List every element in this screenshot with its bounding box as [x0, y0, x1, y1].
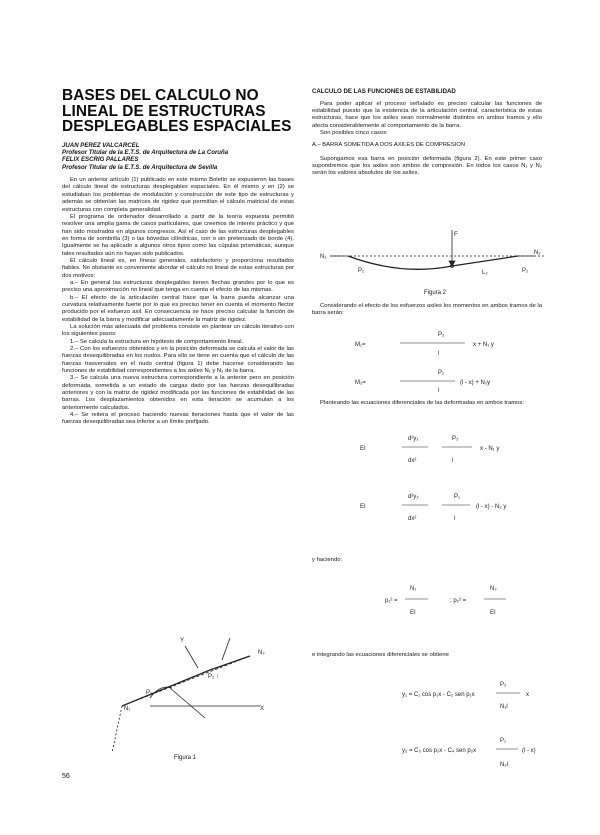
svg-text:EI: EI: [410, 610, 416, 616]
svg-text:N₂: N₂: [490, 586, 497, 592]
svg-text:P₂: P₂: [522, 268, 529, 274]
left-body: [62, 177, 294, 427]
svg-text:M₁=: M₁=: [355, 342, 366, 348]
svg-text:(l - x): (l - x): [522, 748, 536, 754]
svg-text:(l - x) - N₂ y: (l - x) - N₂ y: [476, 504, 507, 510]
author-name: JUAN PEREZ VALCARCEL: [62, 141, 140, 149]
paragraph: 4.– Se reitera el proceso haciendo nuevas iteraciones hasta que el valor de las fuerzas desequilibradas sea inferior a un límite prefijado.: [62, 412, 294, 426]
paragraph: El cálculo lineal es, en líneas generales, satisfactorio y proporciona resultados fiables. No obstante es conveniente abordar el cálculo no lineal de estas estructuras por dos motivos:: [62, 257, 294, 279]
svg-text:x + N₁ y: x + N₁ y: [473, 342, 494, 348]
svg-text:N₁l: N₁l: [500, 704, 508, 710]
svg-text:y₂ = C₃ cos p₂x - C₄ sen p₂x: y₂ = C₃ cos p₂x - C₄ sen p₂x: [402, 748, 477, 754]
svg-text:X: X: [260, 706, 265, 712]
author-affiliation: Profesor Titular de la E.T.S. de Arquitectura de La Coruña: [62, 148, 229, 156]
svg-text:N₂: N₂: [534, 250, 541, 256]
svg-text:Y: Y: [180, 638, 185, 644]
svg-text:x: x: [526, 692, 529, 698]
svg-text:l: l: [438, 351, 440, 357]
paragraph: 1.– Se calcula la estructura en hipótesis de comportamiento lineal.: [70, 338, 244, 345]
left-column: [62, 88, 294, 427]
svg-text:dx²: dx²: [408, 516, 417, 522]
svg-text:N₂l: N₂l: [500, 762, 508, 768]
differential-equations: [330, 432, 530, 532]
svg-text:P₁: P₁: [454, 494, 461, 500]
svg-text:P₂: P₂: [452, 436, 459, 442]
svg-text:l: l: [438, 388, 440, 392]
paragraph: 2.– Con los esfuerzos obtenidos y en la posición deformada se calcula el valor de las fuerzas desequilibradas en los nudos. Para ello se tiene en cuenta que el cálculo de las fuerzas trasversales en el nudo central (figura 1) debe hacerse considerando las funciones de estabilidad correspondientes a los axiles N₁ y N₂ de la barra.: [62, 346, 294, 375]
page-number: 56: [62, 773, 70, 780]
svg-text:P₁: P₁: [146, 690, 153, 696]
svg-text:l: l: [454, 516, 456, 522]
paragraph: a.– En general las estructuras desplegables tienen flechas grandes por lo que es preciso una aproximación no lineal que tenga en cuenta el efecto de las mismas.: [62, 279, 294, 294]
article-title: BASES DEL CALCULO NO LINEAL DE ESTRUCTURAS DESPLEGABLES ESPACIALES: [62, 87, 292, 135]
paragraph: Son posibles cinco casos:: [320, 129, 388, 136]
author-name: FELIX ESCRIG PALLARES: [62, 156, 139, 164]
svg-text:p₁² =: p₁² =: [385, 598, 398, 604]
svg-text:P₁: P₁: [358, 268, 365, 274]
svg-text:N₁: N₁: [320, 254, 327, 260]
right-column: [312, 88, 542, 178]
svg-text:d²y₂: d²y₂: [408, 494, 419, 500]
svg-text:L₂: L₂: [482, 270, 488, 276]
svg-text:; p₂² =: ; p₂² =: [450, 598, 467, 604]
paragraph: La solución más adecuada del problema consiste en plantear un cálculo iterativo con los siguientes pasos:: [62, 324, 294, 338]
paragraph: Planteando las ecuaciones diferenciales de las deformadas en ambos tramos:: [320, 400, 525, 406]
figure-1: [110, 628, 280, 758]
paragraph: y haciendo:: [312, 557, 343, 563]
paragraph: 3.– Se calcula una nueva estructura correspondiente a la anterior pero en posición deformada, sometida a un estado de cargas dado por las fuerzas desequilibradas anteriores y con la matriz de rigidez modificada por las funciones de estabilidad de las barras. Los desplazamientos obtenidos en esta iteración se acumulan a los anteriormente calculados.: [62, 375, 294, 411]
svg-text:P₂ ↑: P₂ ↑: [208, 674, 219, 680]
authors: [62, 142, 294, 172]
subsection-heading: A.– BARRA SOMETIDA A DOS AXILES DE COMPRESION: [312, 142, 466, 149]
svg-text:N₁: N₁: [410, 586, 417, 592]
paragraph: b.– El efecto de la articulación central hace que la barra pueda alcanzar una curvatura relativamente fuerte por lo que es preciso tener en cuenta el momento flector producido por el esfuerzo axil. En consecuencia se hace preciso calcular la función de estabilidad de la barra y modificar adecuadamente la matriz de rigidez.: [62, 294, 294, 323]
svg-text:l: l: [452, 458, 454, 464]
paragraph: Para poder aplicar el proceso señalado es preciso calcular las funciones de estabilidad puesto que la existencia de la articulación central, característica de estas estructuras, hace que los axiles sean normalmente distintos en ambos tramos y ello afecta considerablemente al comportamiento de la barra.: [312, 100, 542, 129]
moment-equations: [340, 326, 520, 392]
paragraph: El programa de ordenador desarrollado a partir de la teoría expuesta permitió resolver una amplia gama de casos particulares, que creemos de interés práctico y que han sido mostrados en algunos congresos. Así el caso de las estructuras desplegables en forma de sombrilla (3) o las bóvedas cilíndricas, con o sin pretensado de borde (4). Igualmente se ha aplicado a algunos otros tipos como las cúpulas prismáticas, aunque tales resultados aún no hayan sido publicados.: [62, 213, 294, 257]
svg-text:x - N₁ y: x - N₁ y: [480, 446, 500, 452]
svg-text:P₂: P₂: [438, 332, 445, 338]
svg-text:F: F: [454, 232, 458, 238]
svg-text:P₁: P₁: [438, 370, 445, 376]
svg-text:EI: EI: [490, 610, 496, 616]
svg-text:N₂: N₂: [258, 650, 265, 656]
svg-text:d²y₁: d²y₁: [408, 436, 419, 442]
svg-text:EI: EI: [360, 446, 366, 452]
svg-text:M₂=: M₂=: [355, 380, 366, 386]
figure-2-caption: Figura 2: [424, 290, 447, 296]
section-heading: CALCULO DE LAS FUNCIONES DE ESTABILIDAD: [312, 88, 456, 95]
svg-text:N₁: N₁: [124, 706, 131, 712]
svg-text:P₁: P₁: [500, 738, 507, 744]
svg-text:(l - x) + N₂y: (l - x) + N₂y: [460, 380, 491, 386]
svg-text:dx²: dx²: [408, 458, 417, 464]
p-definitions: [380, 582, 540, 622]
paragraph: Considerando el efecto de los esfuerzos axiles los momentos en ambos tramos de la barra serán:: [312, 303, 542, 317]
author-affiliation: Profesor Titular de la E.T.S. de Arquitectura de Sevilla: [62, 163, 218, 171]
paragraph: En un anterior artículo (1) publicado en este mismo Boletín se expusieron las bases del cálculo lineal de estructuras desplegables espaciales. En él mismo y en (2) se estudiaban los problemas de modulación y construcción de este tipo de estructuras y además se obtenían las matrices de rigidez que permitían el cálculo matricial de estas estructuras con completa generalidad.: [62, 177, 294, 213]
svg-text:P₂: P₂: [500, 682, 507, 688]
paragraph: e integrando las ecuaciones diferenciales se obtiene: [312, 652, 449, 658]
solution-equations: [398, 680, 548, 780]
paragraph: Supongamos esa barra en posición deformada (figura 2). En este primer caso supondremos que los axiles son ambos de compresión. En todos los casos N₁ y N₂ serán los valores absolutos de los axiles.: [312, 155, 542, 177]
svg-text:EI: EI: [360, 504, 366, 510]
figure-1-caption: Figura 1: [174, 755, 197, 761]
figure-2: [312, 228, 552, 278]
svg-text:y₁ = C₁ cos p₁x - C₂ sen p₁x: y₁ = C₁ cos p₁x - C₂ sen p₁x: [402, 692, 475, 698]
